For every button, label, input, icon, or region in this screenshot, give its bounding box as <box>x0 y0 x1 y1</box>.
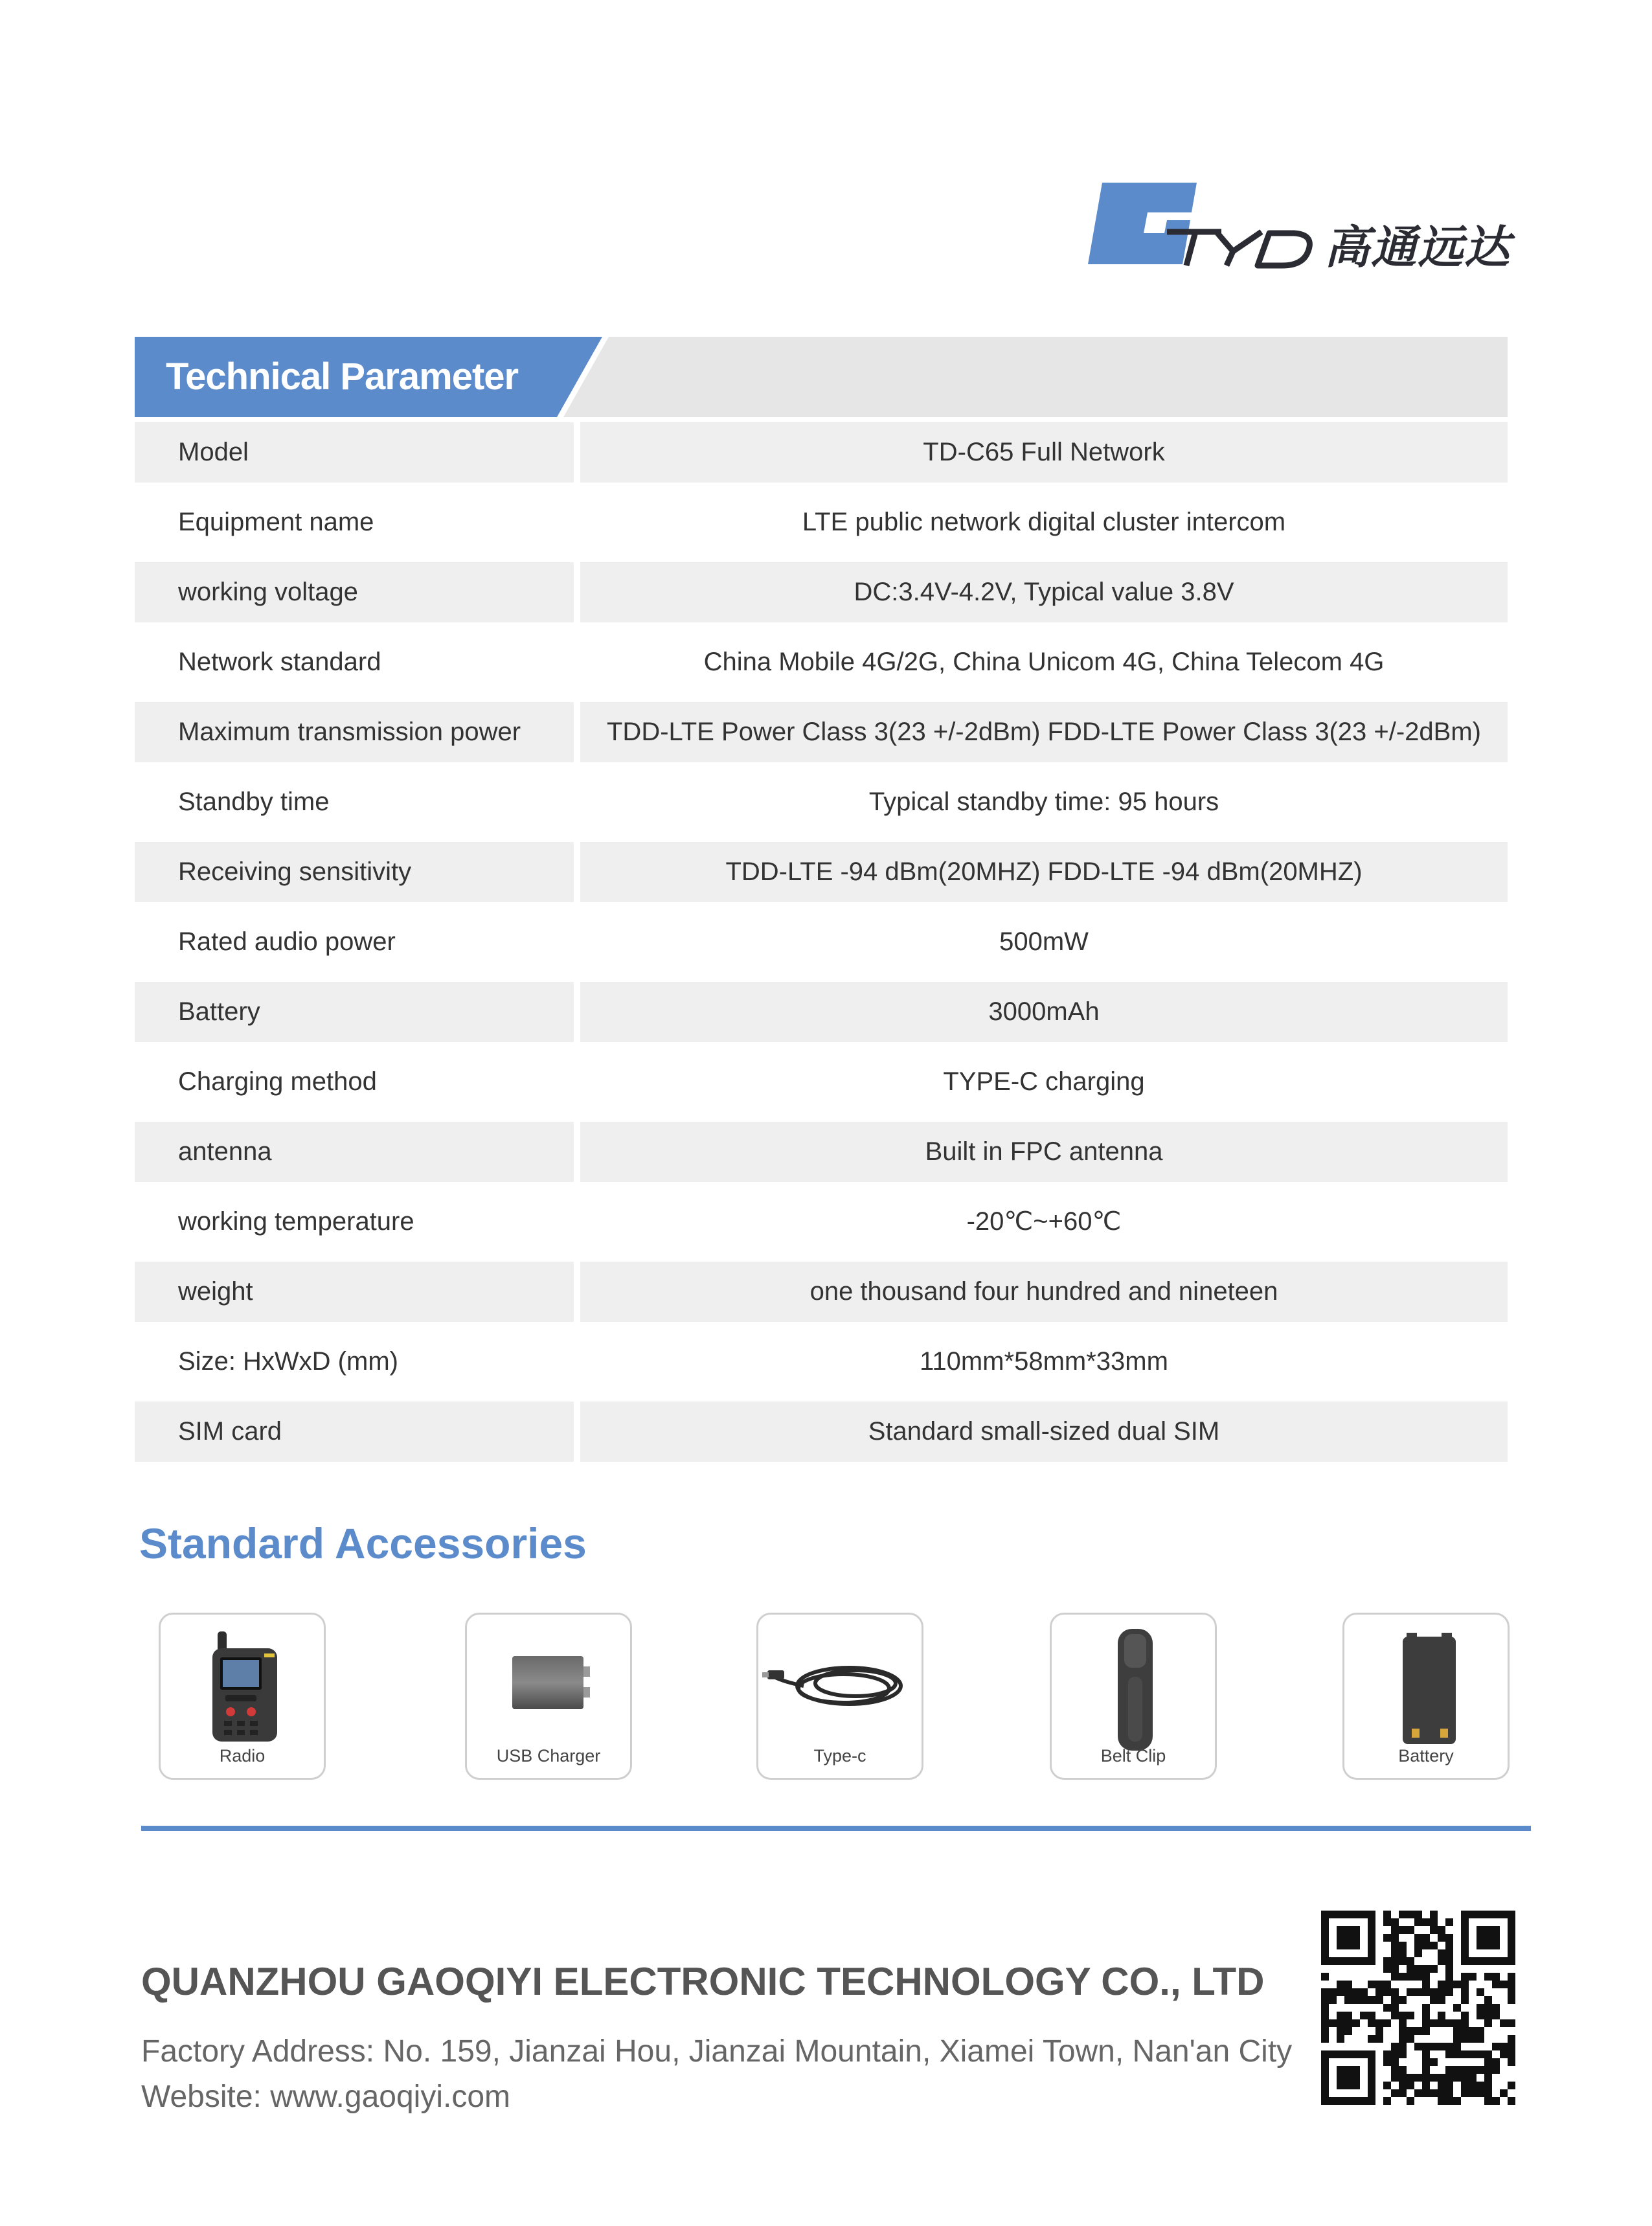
parameter-label: Receiving sensitivity <box>135 842 574 902</box>
parameter-value: TDD-LTE -94 dBm(20MHZ) FDD-LTE -94 dBm(20MHZ) <box>580 842 1508 902</box>
parameter-row <box>135 842 1508 902</box>
parameter-label: Charging method <box>178 1067 377 1096</box>
accessories-title: Standard Accessories <box>139 1519 587 1567</box>
parameter-label: Maximum transmission power <box>135 702 574 762</box>
parameter-row <box>135 912 1508 972</box>
accessory-card-radio <box>159 1613 326 1780</box>
gtyd-logo-icon <box>1088 175 1321 278</box>
parameter-label: Rated audio power <box>178 927 396 956</box>
parameter-label: working temperature <box>178 1207 414 1236</box>
parameter-label: SIM card <box>135 1402 574 1462</box>
parameter-value: DC:3.4V-4.2V, Typical value 3.8V <box>580 562 1508 622</box>
accessory-label: Radio <box>219 1746 266 1766</box>
parameter-label: Size: HxWxD (mm) <box>178 1347 398 1376</box>
parameter-label: Standby time <box>178 788 330 816</box>
section-divider <box>141 1826 1531 1831</box>
parameter-value: 110mm*58mm*33mm <box>920 1347 1168 1376</box>
accessory-card-belt-clip <box>1050 1613 1217 1780</box>
parameter-label: Network standard <box>178 648 381 676</box>
parameter-value: Built in FPC antenna <box>580 1122 1508 1182</box>
parameter-label: Equipment name <box>178 508 374 536</box>
parameter-value: 3000mAh <box>580 982 1508 1042</box>
parameter-row <box>135 1192 1508 1252</box>
factory-address: Factory Address: No. 159, Jianzai Hou, Jianzai Mountain, Xiamei Town, Nan'an City <box>141 2034 1293 2069</box>
parameter-value: TD-C65 Full Network <box>580 422 1508 483</box>
parameter-value: one thousand four hundred and nineteen <box>580 1262 1508 1322</box>
accessory-card-usb-charger <box>465 1613 632 1780</box>
section-title: Technical Parameter <box>166 356 519 398</box>
accessory-card-type-c <box>756 1613 923 1780</box>
parameter-value: Typical standby time: 95 hours <box>868 788 1219 816</box>
website-text: Website: www.gaoqiyi.com <box>141 2080 510 2114</box>
parameter-value: China Mobile 4G/2G, China Unicom 4G, China Telecom 4G <box>703 648 1385 676</box>
company-logo <box>1088 175 1541 278</box>
parameter-value: TDD-LTE Power Class 3(23 +/-2dBm) FDD-LTE Power Class 3(23 +/-2dBm) <box>580 702 1508 762</box>
parameter-label: working voltage <box>135 562 574 622</box>
accessory-card-battery <box>1342 1613 1510 1780</box>
parameter-row <box>135 1052 1508 1112</box>
parameter-row <box>135 702 1508 762</box>
parameter-row <box>135 422 1508 483</box>
parameter-value: TYPE-C charging <box>943 1067 1145 1096</box>
parameter-value: 500mW <box>999 927 1089 956</box>
parameter-label: weight <box>135 1262 574 1322</box>
logo-chinese-name: 高通远达 <box>1324 221 1511 274</box>
parameter-row <box>135 562 1508 622</box>
parameter-row <box>135 1332 1508 1392</box>
accessory-label: Type-c <box>813 1746 866 1766</box>
parameter-label: Battery <box>135 982 574 1042</box>
parameter-row <box>135 1122 1508 1182</box>
accessory-label: Belt Clip <box>1100 1746 1166 1766</box>
parameter-value: -20℃~+60℃ <box>966 1207 1122 1236</box>
parameter-row <box>135 772 1508 832</box>
company-name: QUANZHOU GAOQIYI ELECTRONIC TECHNOLOGY CO., LTD <box>141 1960 1265 2003</box>
parameter-row <box>135 982 1508 1042</box>
parameter-row <box>135 1262 1508 1322</box>
parameter-label: Model <box>135 422 574 483</box>
parameter-row <box>135 1402 1508 1462</box>
accessory-label: Battery <box>1398 1746 1454 1766</box>
parameter-row <box>135 492 1508 552</box>
parameter-table <box>135 422 1508 1471</box>
qr-code-icon <box>1321 1911 1515 2105</box>
parameter-value: Standard small-sized dual SIM <box>580 1402 1508 1462</box>
parameter-row <box>135 632 1508 692</box>
technical-parameter-header <box>135 337 1508 417</box>
parameter-value: LTE public network digital cluster intercom <box>802 508 1286 536</box>
parameter-label: antenna <box>135 1122 574 1182</box>
accessory-label: USB Charger <box>496 1746 601 1766</box>
